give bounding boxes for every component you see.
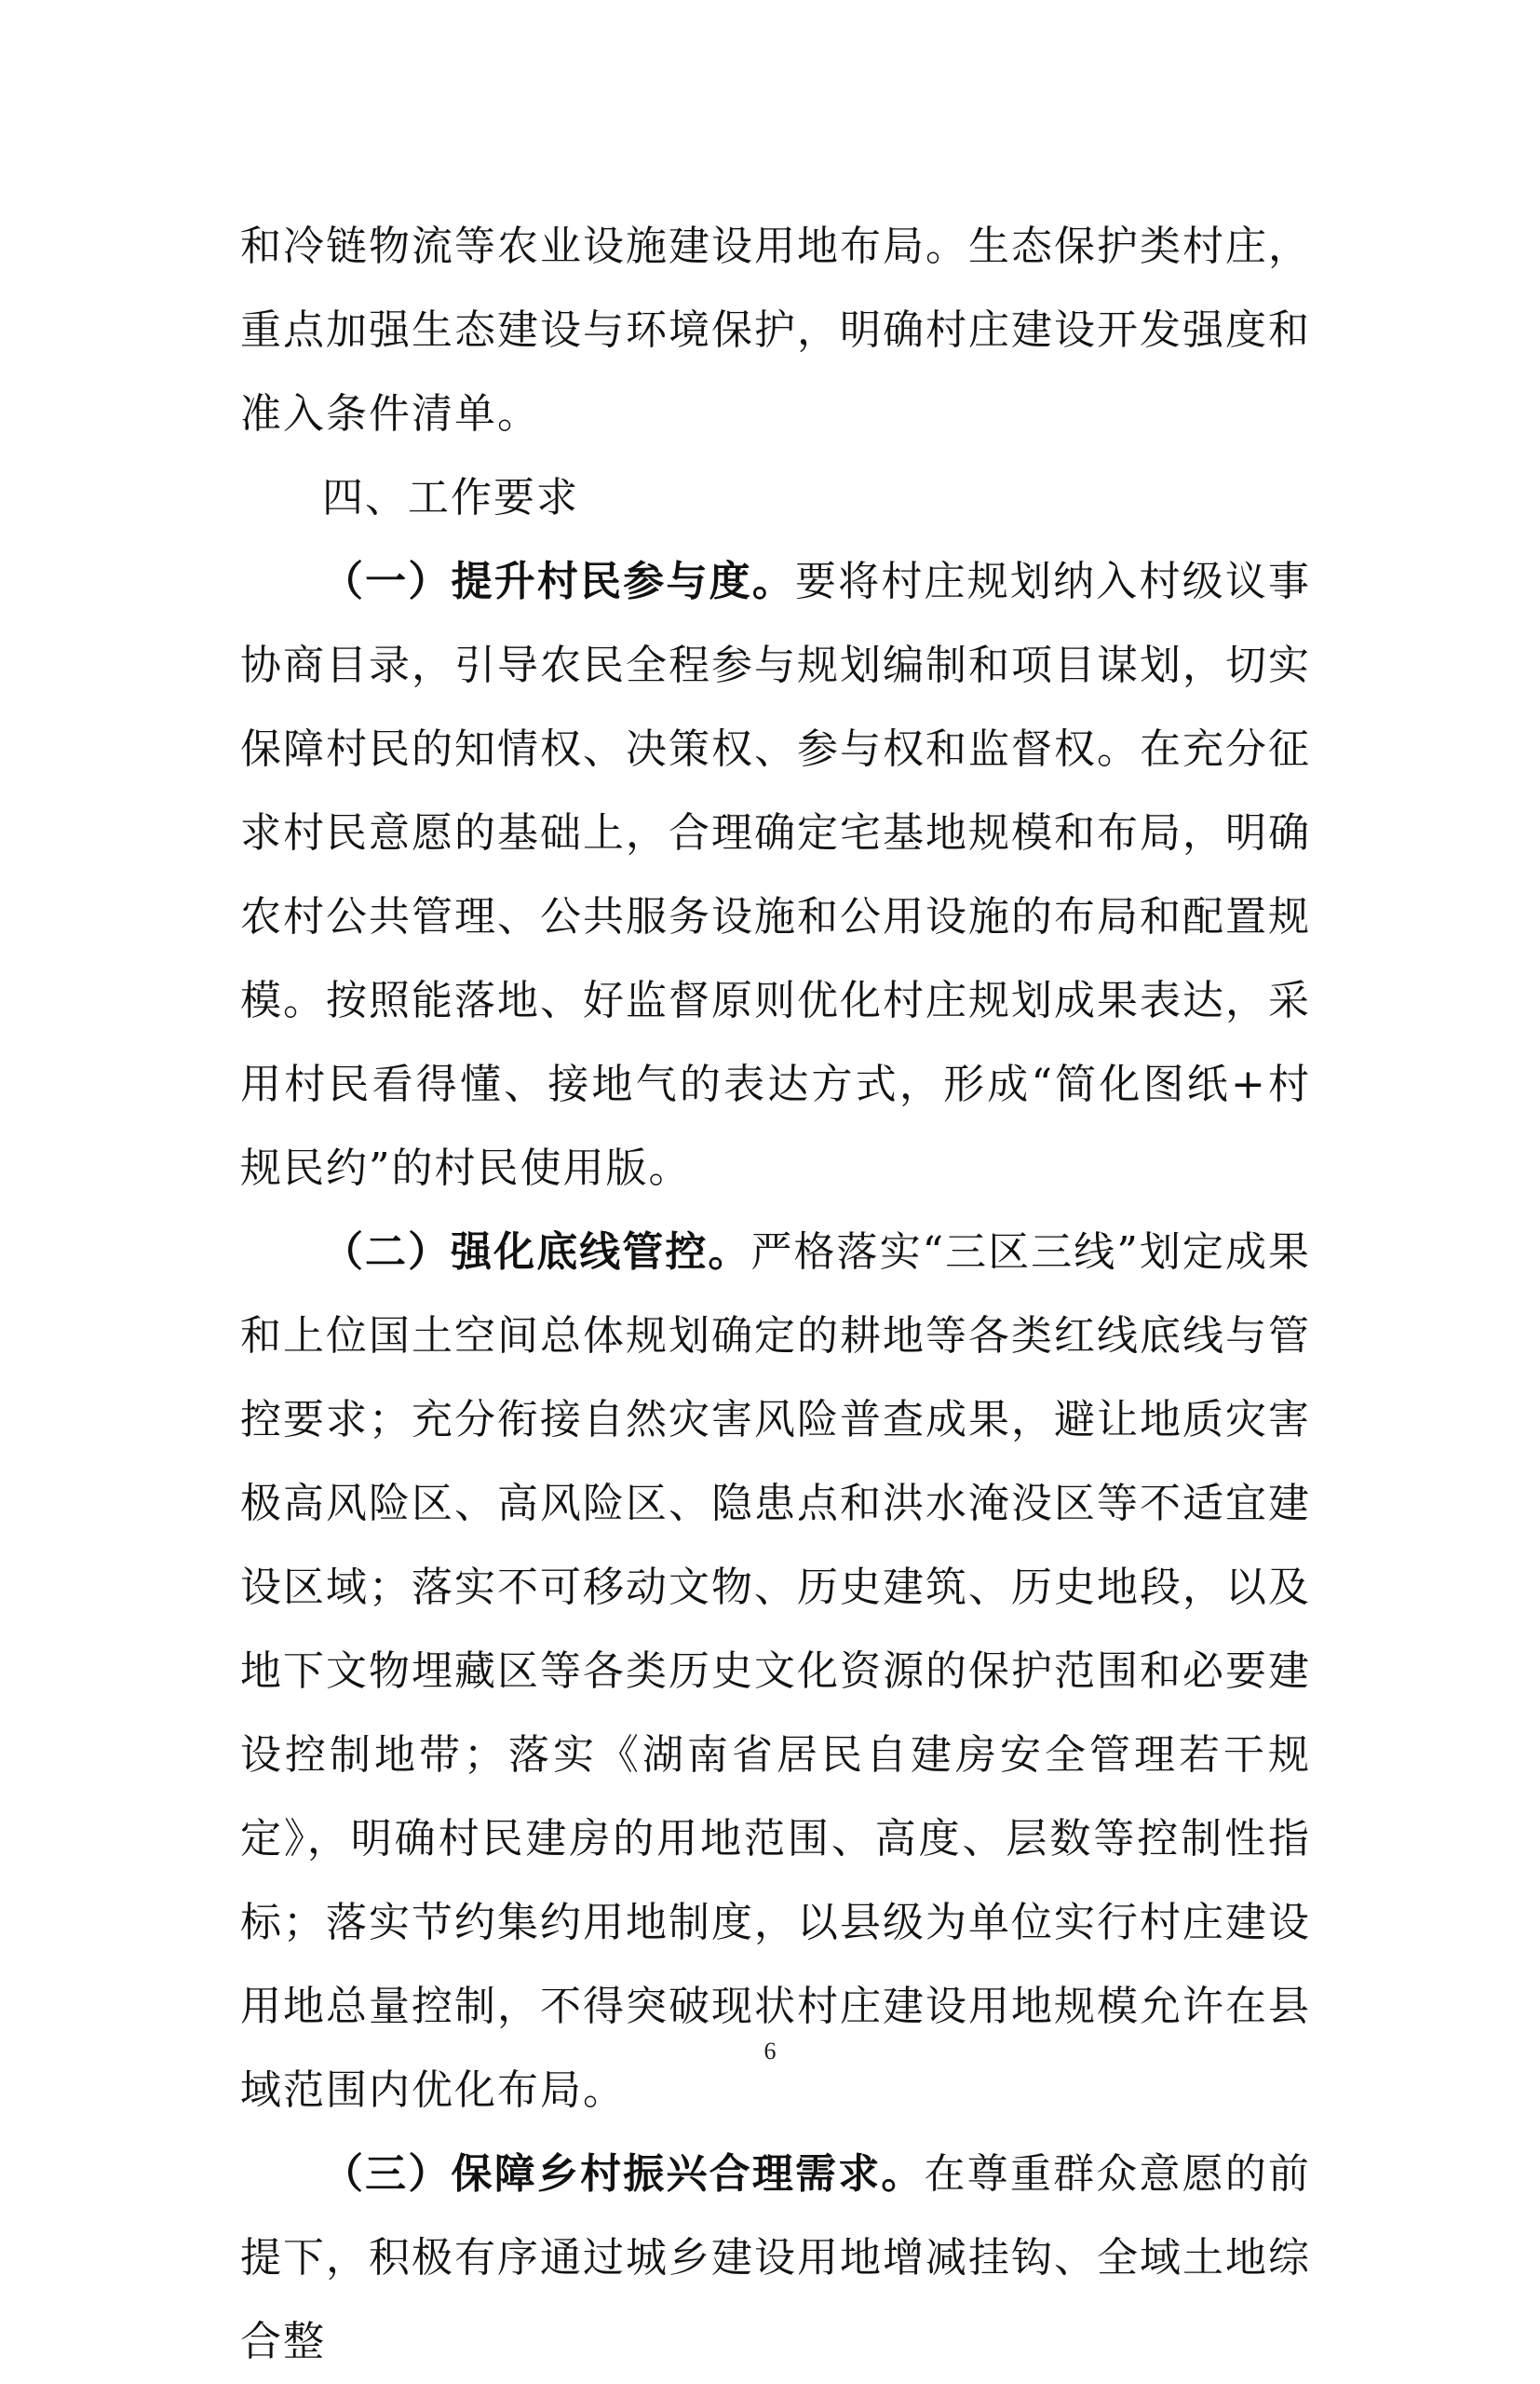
paragraph-lead: （一）提升村民参与度。: [322, 558, 795, 605]
paragraph-text: 在尊重群众意愿的前提下，积极有序通过城乡建设用地增减挂钩、全域土地综合整: [240, 2150, 1312, 2365]
paragraph-1: [240, 540, 1311, 1211]
paragraph-2: [240, 1211, 1311, 2133]
paragraph-text: 和冷链物流等农业设施建设用地布局。生态保护类村庄，重点加强生态建设与环境保护，明确村庄建设开发强度和准入条件清单。: [240, 223, 1311, 438]
paragraph-text: 严格落实“三区三线”划定成果和上位国土空间总体规划确定的耕地等各类红线底线与管控要求；充分衔接自然灾害风险普查成果，避让地质灾害极高风险区、高风险区、隐患点和洪水淹没区等不适宜建设区域；落实不可移动文物、历史建筑、历史地段，以及地下文物埋藏区等各类历史文化资源的保护范围和必要建设控制地带；落实《湖南省居民自建房安全管理若干规定》，明确村民建房的用地范围、高度、层数等控制性指标；落实节约集约用地制度，以县级为单位实行村庄建设用地总量控制，不得突破现状村庄建设用地规模允许在县域范围内优化布局。: [240, 1228, 1311, 2114]
paragraph-text: 要将村庄规划纳入村级议事协商目录，引导农民全程参与规划编制和项目谋划，切实保障村民的知情权、决策权、参与权和监督权。在充分征求村民意愿的基础上，合理确定宅基地规模和布局，明确农村公共管理、公共服务设施和公用设施的布局和配置规模。按照能落地、好监督原则优化村庄规划成果表达，采用村民看得懂、接地气的表达方式，形成“简化图纸+村规民约”的村民使用版。: [240, 558, 1311, 1192]
paragraph-3: [240, 2133, 1311, 2384]
section-heading: 四、工作要求: [322, 474, 579, 522]
paragraph-continuation: [240, 205, 1311, 456]
page-number: 6: [763, 2038, 777, 2065]
paragraph-lead: （三）保障乡村振兴合理需求。: [322, 2150, 925, 2198]
paragraph-lead: （二）强化底线管控。: [322, 1228, 751, 1276]
